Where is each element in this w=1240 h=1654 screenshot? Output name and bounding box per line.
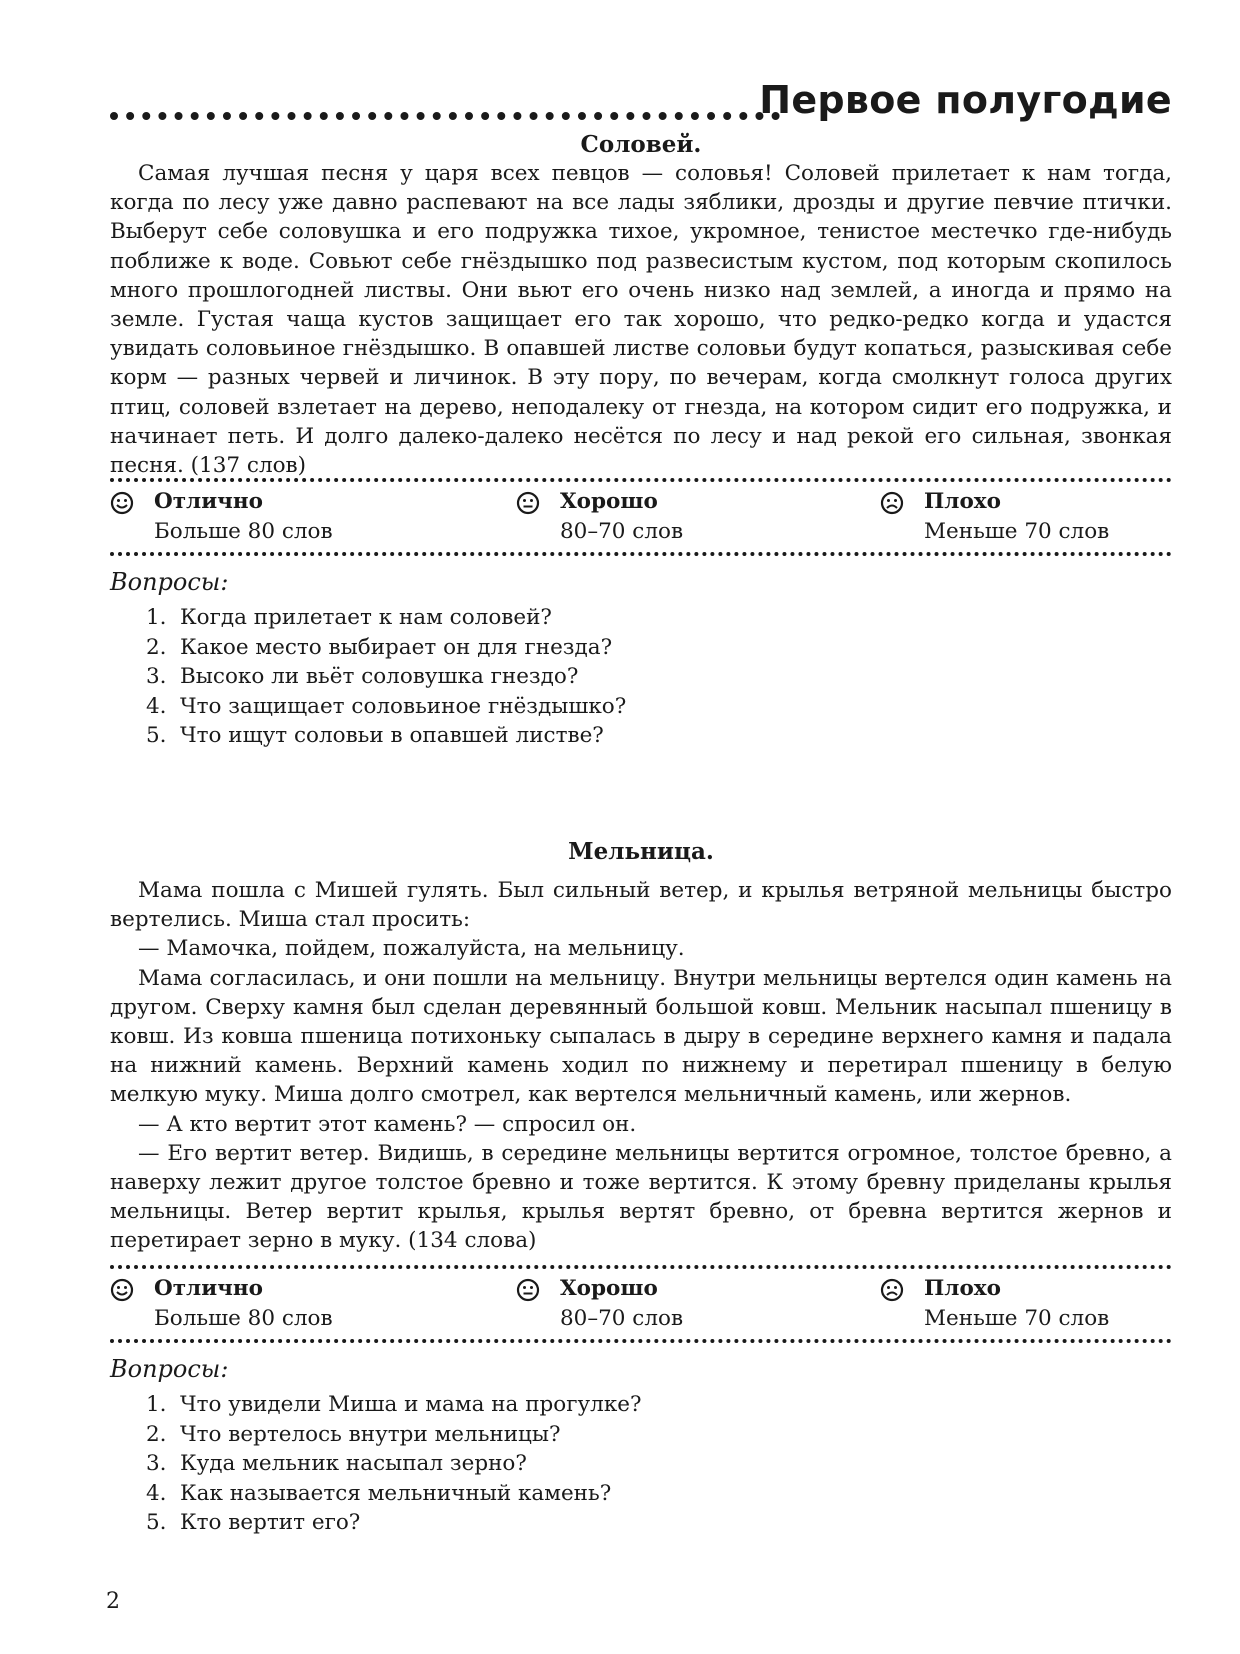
question-number: 3. bbox=[146, 664, 167, 689]
questions-heading: Вопросы: bbox=[110, 1355, 229, 1383]
sad-face-icon bbox=[880, 1278, 904, 1302]
question-number: 4. bbox=[146, 1480, 167, 1506]
dotted-divider bbox=[110, 478, 1172, 482]
grade-word-count: Меньше 70 слов bbox=[924, 519, 1110, 544]
question-number: 2. bbox=[146, 634, 167, 660]
grade-label: Плохо bbox=[924, 1276, 1001, 1301]
question-text: Куда мельник насыпал зерно? bbox=[180, 1451, 527, 1476]
story-paragraph: Мама пошла с Мишей гулять. Был сильный ветер, и крылья ветряной мельницы быстро вертелись. Миша стал просить: bbox=[110, 878, 1172, 933]
grade-word-count: Больше 80 слов bbox=[154, 1306, 333, 1331]
question-item bbox=[146, 1420, 642, 1450]
questions-list-2 bbox=[146, 1390, 642, 1538]
question-number: 5. bbox=[146, 1510, 167, 1535]
grade-label: Отлично bbox=[154, 1276, 263, 1301]
sad-face-icon bbox=[880, 491, 904, 515]
grade-word-count: 80–70 слов bbox=[560, 1306, 684, 1331]
grade-label: Плохо bbox=[924, 489, 1001, 514]
header-dotted-leader bbox=[110, 112, 780, 120]
questions-heading: Вопросы: bbox=[110, 568, 229, 596]
question-text: Какое место выбирает он для гнезда? bbox=[180, 634, 613, 660]
story-paragraph: Мама согласилась, и они пошли на мельницу. Внутри мельницы вертелся один камень на другом. Сверху камня был сделан деревянный большой ковш. Мельник насыпал пшеницу в ковш. Из ковша пшеница потихоньку сыпалась в дыру в середине верхнего камня и падала на нижний камень. Верхний камень ходил по нижнему и перетирал пшеницу в белую мелкую муку. Миша долго смотрел, как вертелся мельничный камень, или жернов. bbox=[110, 965, 1172, 1108]
question-item bbox=[146, 1449, 642, 1479]
grading-scale-1 bbox=[110, 487, 1172, 549]
story-title-nightingale: Соловей. bbox=[580, 131, 702, 158]
grade-word-count: Меньше 70 слов bbox=[924, 1306, 1110, 1331]
question-number: 5. bbox=[146, 723, 167, 748]
question-item bbox=[146, 603, 626, 633]
questions-list-1 bbox=[146, 603, 626, 751]
question-text: Что увидели Миша и мама на прогулке? bbox=[180, 1392, 642, 1417]
story-paragraph: — А кто вертит этот камень? — спросил он. bbox=[138, 1111, 637, 1137]
section-header bbox=[110, 76, 1172, 126]
dotted-divider bbox=[110, 1339, 1172, 1343]
story-text-mill bbox=[110, 876, 1172, 1256]
question-item bbox=[146, 692, 626, 722]
question-text: Что защищает соловьиное гнёздышко? bbox=[180, 693, 627, 719]
question-item bbox=[146, 1508, 642, 1538]
section-title: Первое полугодие bbox=[759, 78, 1172, 122]
question-item bbox=[146, 1390, 642, 1420]
story-paragraph: — Его вертит ветер. Видишь, в середине мельницы вертится огромное, толстое бревно, а наверху лежит другое толстое бревно и тоже вертится. К этому бревну приделаны крылья мельницы. Ветер вертит крылья, крылья вертят бревно, от бревна вертится жернов и перетирает зерно в муку. (134 слова) bbox=[110, 1140, 1172, 1254]
question-item bbox=[146, 662, 626, 692]
grading-scale-2 bbox=[110, 1274, 1172, 1336]
grade-word-count: 80–70 слов bbox=[560, 519, 684, 544]
question-item bbox=[146, 721, 626, 751]
grade-label: Хорошо bbox=[560, 1276, 658, 1301]
question-item bbox=[146, 1479, 642, 1509]
question-number: 1. bbox=[146, 1392, 167, 1417]
grade-label: Хорошо bbox=[560, 489, 658, 514]
dotted-divider bbox=[110, 1265, 1172, 1269]
story-paragraph: Самая лучшая песня у царя всех певцов — соловья! Соловей прилетает к нам тогда, когда по лесу уже давно распевают на все лады зяблики, дрозды и другие певчие птички. Выберут себе соловушка и его подружка тихое, укромное, тенистое местечко где-нибудь поближе к воде. Совьют себе гнёздышко под развесистым кустом, под которым скопилось много прошлогодней листвы. Они вьют его очень низко над землей, а иногда и прямо на земле. Густая чаща кустов защищает его так хорошо, что редко-редко когда и удастся увидать соловьиное гнёздышко. В опавшей листве соловьи будут копаться, разыскивая себе корм — разных червей и личинок. В эту пору, по вечерам, когда смолкнут голоса других птиц, соловей взлетает на дерево, неподалеку от гнезда, на котором сидит его подружка, и начинает петь. И долго далеко-далеко несётся по лесу и над рекой его сильная, звонкая песня. (137 слов) bbox=[110, 161, 1172, 479]
question-text: Высоко ли вьёт соловушка гнездо? bbox=[180, 664, 579, 689]
question-text: Когда прилетает к нам соловей? bbox=[180, 605, 552, 630]
question-number: 1. bbox=[146, 605, 167, 630]
story-paragraph: — Мамочка, пойдем, пожалуйста, на мельницу. bbox=[138, 936, 685, 962]
neutral-face-icon bbox=[516, 1278, 540, 1302]
dotted-divider bbox=[110, 552, 1172, 556]
grade-label: Отлично bbox=[154, 489, 263, 514]
question-number: 2. bbox=[146, 1421, 167, 1447]
question-text: Кто вертит его? bbox=[180, 1510, 361, 1535]
question-text: Что ищут соловьи в опавшей листве? bbox=[180, 723, 604, 748]
question-text: Как называется мельничный камень? bbox=[180, 1480, 612, 1506]
neutral-face-icon bbox=[516, 491, 540, 515]
question-number: 3. bbox=[146, 1451, 167, 1476]
page-number: 2 bbox=[106, 1589, 120, 1614]
question-number: 4. bbox=[146, 693, 167, 719]
grade-word-count: Больше 80 слов bbox=[154, 519, 333, 544]
question-text: Что вертелось внутри мельницы? bbox=[180, 1421, 561, 1447]
smile-icon bbox=[110, 491, 134, 515]
story-text-nightingale bbox=[110, 159, 1172, 480]
story-title-mill: Мельница. bbox=[568, 838, 714, 865]
smile-icon bbox=[110, 1278, 134, 1302]
question-item bbox=[146, 633, 626, 663]
